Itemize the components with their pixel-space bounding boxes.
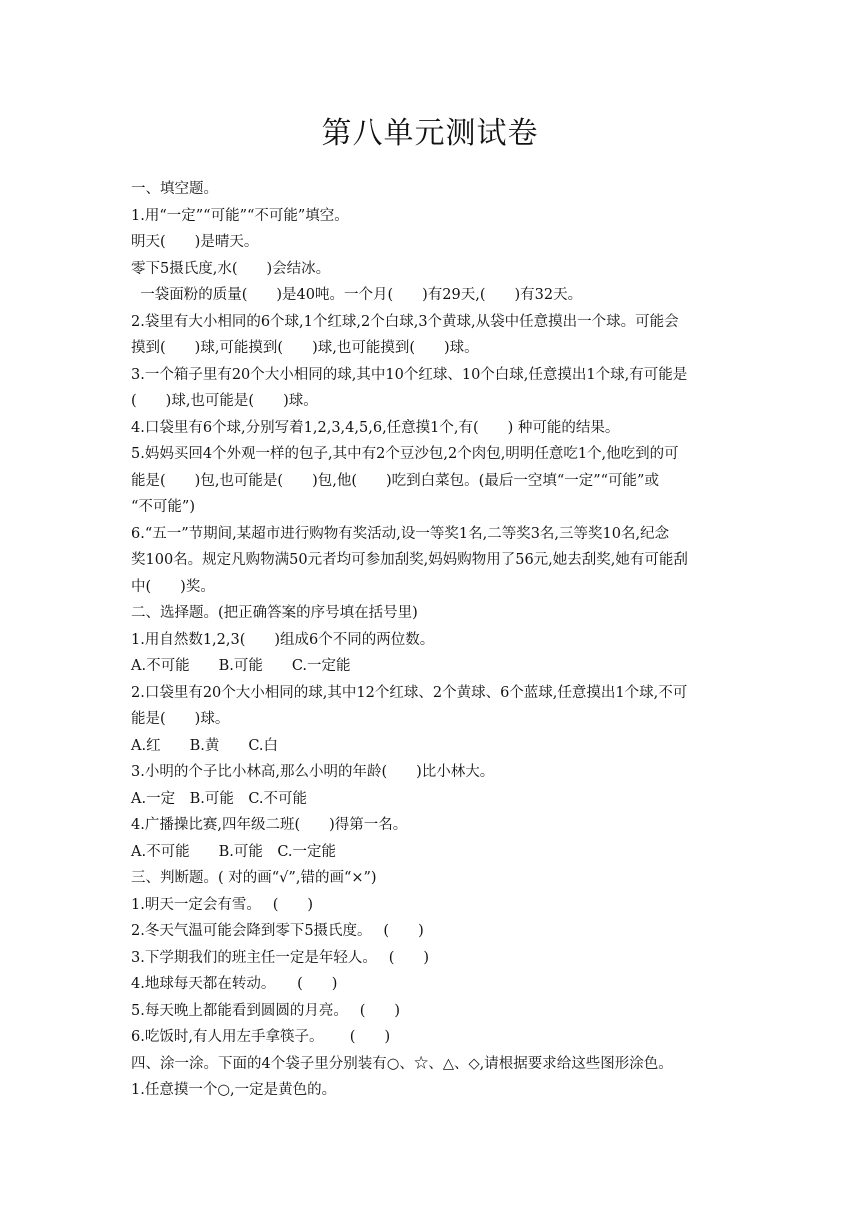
section-heading-coloring: 四、涂一涂。下面的4个袋子里分别装有○、☆、△、◇,请根据要求给这些图形涂色。 — [131, 1055, 673, 1072]
answer-options: A.不可能 B.可能 C.一定能 — [131, 658, 351, 674]
question-line: 一袋面粉的质量( )是40吨。一个月( )有29天,( )有32天。 — [131, 287, 583, 303]
question-line: 2.口袋里有20个大小相同的球,其中12个红球、2个黄球、6个蓝球,任意摸出1个球,不可 — [131, 684, 688, 701]
section-heading-fill-blank: 一、填空题。 — [131, 181, 218, 197]
answer-options: A.红 B.黄 C.白 — [131, 737, 279, 754]
question-line: 1.用“一定”“可能”“不可能”填空。 — [131, 207, 349, 224]
question-line: 零下5摄氏度,水( )会结冰。 — [131, 260, 331, 277]
answer-options: A.不可能 B.可能 C.一定能 — [131, 843, 337, 860]
question-line: 2.袋里有大小相同的6个球,1个红球,2个白球,3个黄球,从袋中任意摸出一个球。可能会 — [131, 313, 679, 330]
question-line: 5.每天晚上都能看到圆圆的月亮。 ( ) — [131, 1002, 401, 1019]
question-line: 1.明天一定会有雪。 ( ) — [131, 896, 314, 913]
question-line: 中( )奖。 — [131, 578, 215, 595]
question-line: 摸到( )球,可能摸到( )球,也可能摸到( )球。 — [131, 340, 479, 356]
question-line: 4.口袋里有6个球,分别写着1,2,3,4,5,6,任意摸1个,有( ) 种可能的结果。 — [131, 419, 620, 436]
question-line: 明天( )是晴天。 — [131, 234, 259, 250]
question-line: 3.下学期我们的班主任一定是年轻人。 ( ) — [131, 949, 430, 966]
question-line: 4.广播操比赛,四年级二班( )得第一名。 — [131, 817, 408, 833]
answer-options: A.一定 B.可能 C.不可能 — [131, 790, 308, 807]
section-heading-multiple-choice: 二、选择题。(把正确答案的序号填在括号里) — [131, 605, 418, 621]
question-line: 4.地球每天都在转动。 ( ) — [131, 976, 338, 992]
question-line: 2.冬天气温可能会降到零下5摄氏度。 ( ) — [131, 923, 424, 939]
page-title: 第八单元测试卷 — [321, 116, 539, 151]
question-line: ( )球,也可能是( )球。 — [131, 393, 318, 409]
question-line: 6.吃饭时,有人用左手拿筷子。 ( ) — [131, 1029, 391, 1045]
question-line: “不可能”) — [131, 499, 195, 515]
question-line: 1.用自然数1,2,3( )组成6个不同的两位数。 — [131, 631, 435, 648]
section-heading-true-false: 三、判断题。( 对的画“√”,错的画“×”) — [131, 870, 377, 886]
question-line: 6.“五一”节期间,某超市进行购物有奖活动,设一等奖1名,二等奖3名,三等奖10名,纪念 — [131, 525, 670, 542]
question-line: 能是( )球。 — [131, 711, 230, 727]
question-line: 能是( )包,也可能是( )包,他( )吃到白菜包。(最后一空填“一定”“可能”或 — [131, 472, 659, 489]
question-line: 3.小明的个子比小林高,那么小明的年龄( )比小林大。 — [131, 764, 495, 780]
question-line: 1.任意摸一个○,一定是黄色的。 — [131, 1082, 337, 1098]
question-line: 3.一个箱子里有20个大小相同的球,其中10个红球、10个白球,任意摸出1个球,有可能是 — [131, 366, 688, 383]
question-line: 奖100名。规定凡购物满50元者均可参加刮奖,妈妈购物用了56元,她去刮奖,她有可能刮 — [131, 552, 688, 568]
document-body — [131, 176, 731, 1104]
question-line: 5.妈妈买回4个外观一样的包子,其中有2个豆沙包,2个肉包,明明任意吃1个,他吃到的可 — [131, 446, 679, 462]
